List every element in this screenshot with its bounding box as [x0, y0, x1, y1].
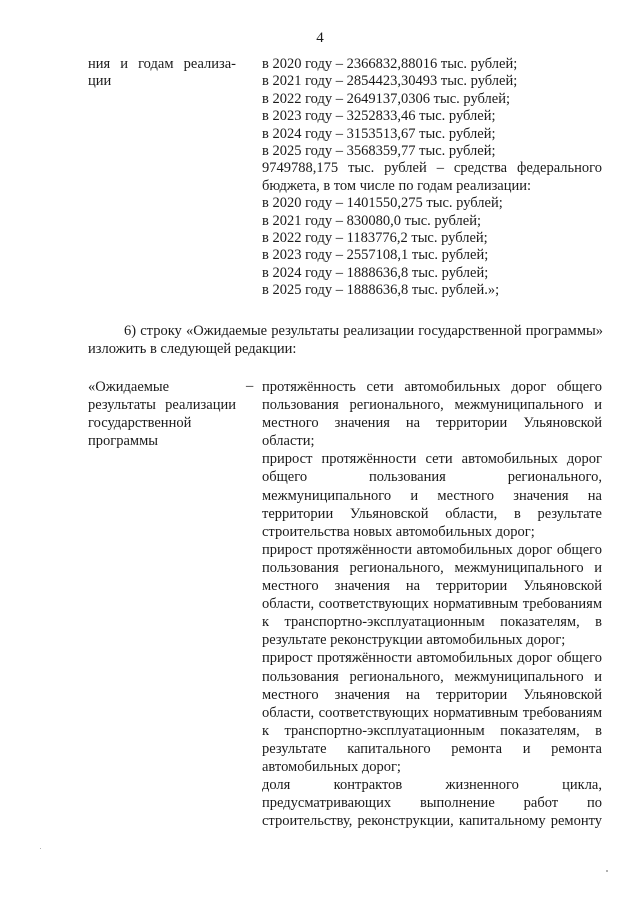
funding-left-label [88, 56, 236, 90]
federal-funding-line: в 2020 году – 1401550,275 тыс. рублей; [262, 195, 503, 212]
results-left-label: «Ожидаемые результаты реализации государственной программы [88, 379, 236, 449]
funding-line: в 2022 году – 2649137,0306 тыс. рублей; [262, 90, 511, 107]
funding-line: в 2025 году – 3568359,77 тыс. рублей; [262, 143, 496, 160]
federal-funding-line: в 2023 году – 2557108,1 тыс. рублей; [262, 247, 489, 264]
results-dash: – [246, 378, 254, 394]
scan-speck [606, 870, 608, 872]
funding-line: в 2020 году – 2366832,88016 тыс. рублей; [262, 56, 518, 72]
federal-funding-line: в 2025 году – 1888636,8 тыс. рублей.»; [262, 282, 500, 299]
funding-line: в 2021 году – 2854423,30493 тыс. рублей; [262, 73, 518, 90]
federal-funding-line: в 2024 году – 1888636,8 тыс. рублей; [262, 264, 489, 281]
results-item: прирост протяжённости автомобильных дорог общего пользования регионального, межмуниципального и местного значения на территории Ульяновской области, соответствующих нормативным требованиям к транспортно-эксплуатационным показателям, в результате капитального ремонта и ремонта автомобильных дорог; [262, 650, 602, 775]
federal-intro-line-2: бюджета, в том числе по годам реализации: [262, 177, 532, 194]
instruction-paragraph: 6) строку «Ожидаемые результаты реализации государственной программы» изложить в следующей редакции: [88, 323, 603, 357]
funding-lines [262, 56, 602, 300]
federal-funding-line: в 2022 году – 1183776,2 тыс. рублей; [262, 230, 488, 247]
page-number: 4 [316, 30, 324, 46]
federal-funding-line: в 2021 году – 830080,0 тыс. рублей; [262, 212, 482, 229]
results-item: протяжённость сети автомобильных дорог общего пользования регионального, межмуниципального и местного значения на территории Ульяновской области; [262, 379, 602, 450]
results-item: прирост протяжённости сети автомобильных дорог общего пользования регионального, межмуниципального и местного значения на территории Ульяновской области, в результате строительства новых автомобильных дорог; [262, 451, 602, 540]
results-item: доля контрактов жизненного цикла, предусматривающих выполнение работ по строительству, реконструкции, капитальному ремонту [262, 777, 602, 830]
funding-line: в 2023 году – 3252833,46 тыс. рублей; [262, 108, 496, 125]
funding-left-label-line-1: ния и годам реализа- [88, 56, 236, 72]
results-item: прирост протяжённости автомобильных дорог общего пользования регионального, межмуниципального и местного значения на территории Ульяновской области, соответствующих нормативным требованиям к транспортно-эксплуатационным показателям, в результате реконструкции автомобильных дорог; [262, 541, 602, 649]
funding-line: в 2024 году – 3153513,67 тыс. рублей; [262, 125, 496, 142]
scan-speck [40, 848, 41, 849]
federal-intro-line-1: 9749788,175 тыс. рублей – средства федерального [262, 160, 602, 177]
funding-left-label-line-2: ции [88, 73, 112, 89]
results-items [262, 378, 602, 830]
